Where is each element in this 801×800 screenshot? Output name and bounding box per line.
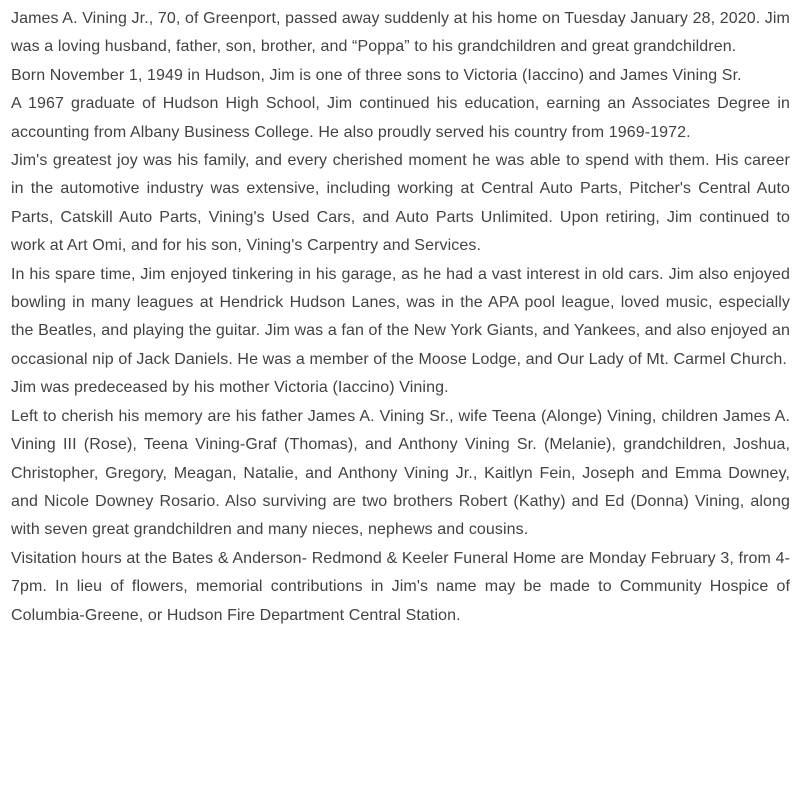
obituary-paragraph-hobbies: In his spare time, Jim enjoyed tinkering in his garage, as he had a vast interest in old cars. Jim also enjoyed bowling in many leagues at Hendrick Hudson Lanes, was in the APA pool league, loved music, especially the Beatles, and playing the guitar. Jim was a fan of the New York Giants, and Yankees, and also enjoyed an occasional nip of Jack Daniels. He was a member of the Moose Lodge, and Our Lady of Mt. Carmel Church. — [11, 265, 790, 368]
obituary-paragraph-visitation: Visitation hours at the Bates & Anderson- Redmond & Keeler Funeral Home are Monday February 3, from 4-7pm. In lieu of flowers, memorial contributions in Jim's name may be made to Community Hospice of Columbia-Greene, or Hudson Fire Department Central Station. — [11, 549, 790, 624]
obituary-paragraph-birth: Born November 1, 1949 in Hudson, Jim is one of three sons to Victoria (Iaccino) and James Vining Sr. — [11, 66, 742, 84]
obituary-paragraph-predeceased: Jim was predeceased by his mother Victoria (Iaccino) Vining. — [11, 379, 449, 397]
obituary-paragraph-career: Jim's greatest joy was his family, and every cherished moment he was able to spend with them. His career in the automotive industry was extensive, including working at Central Auto Parts, Pitcher's Central Auto Parts, Catskill Auto Parts, Vining's Used Cars, and Auto Parts Unlimited. Upon retiring, Jim continued to work at Art Omi, and for his son, Vining's Carpentry and Services. — [11, 152, 790, 255]
obituary-paragraph-intro: James A. Vining Jr., 70, of Greenport, passed away suddenly at his home on Tuesday January 28, 2020. Jim was a loving husband, father, son, brother, and “Poppa” to his grandchildren and great grandchildren. — [11, 10, 790, 56]
obituary-paragraph-education: A 1967 graduate of Hudson High School, Jim continued his education, earning an Associates Degree in accounting from Albany Business College. He also proudly served his country from 1969-1972. — [11, 95, 790, 141]
obituary-paragraph-survivors: Left to cherish his memory are his father James A. Vining Sr., wife Teena (Alonge) Vining, children James A. Vining III (Rose), Teena Vining-Graf (Thomas), and Anthony Vining Sr. (Melanie), grandchildren, Joshua, Christopher, Gregory, Meagan, Natalie, and Anthony Vining Jr., Kaitlyn Fein, Joseph and Emma Downey, and Nicole Downey Rosario. Also surviving are two brothers Robert (Kathy) and Ed (Donna) Vining, along with seven great grandchildren and many nieces, nephews and cousins. — [11, 407, 790, 539]
